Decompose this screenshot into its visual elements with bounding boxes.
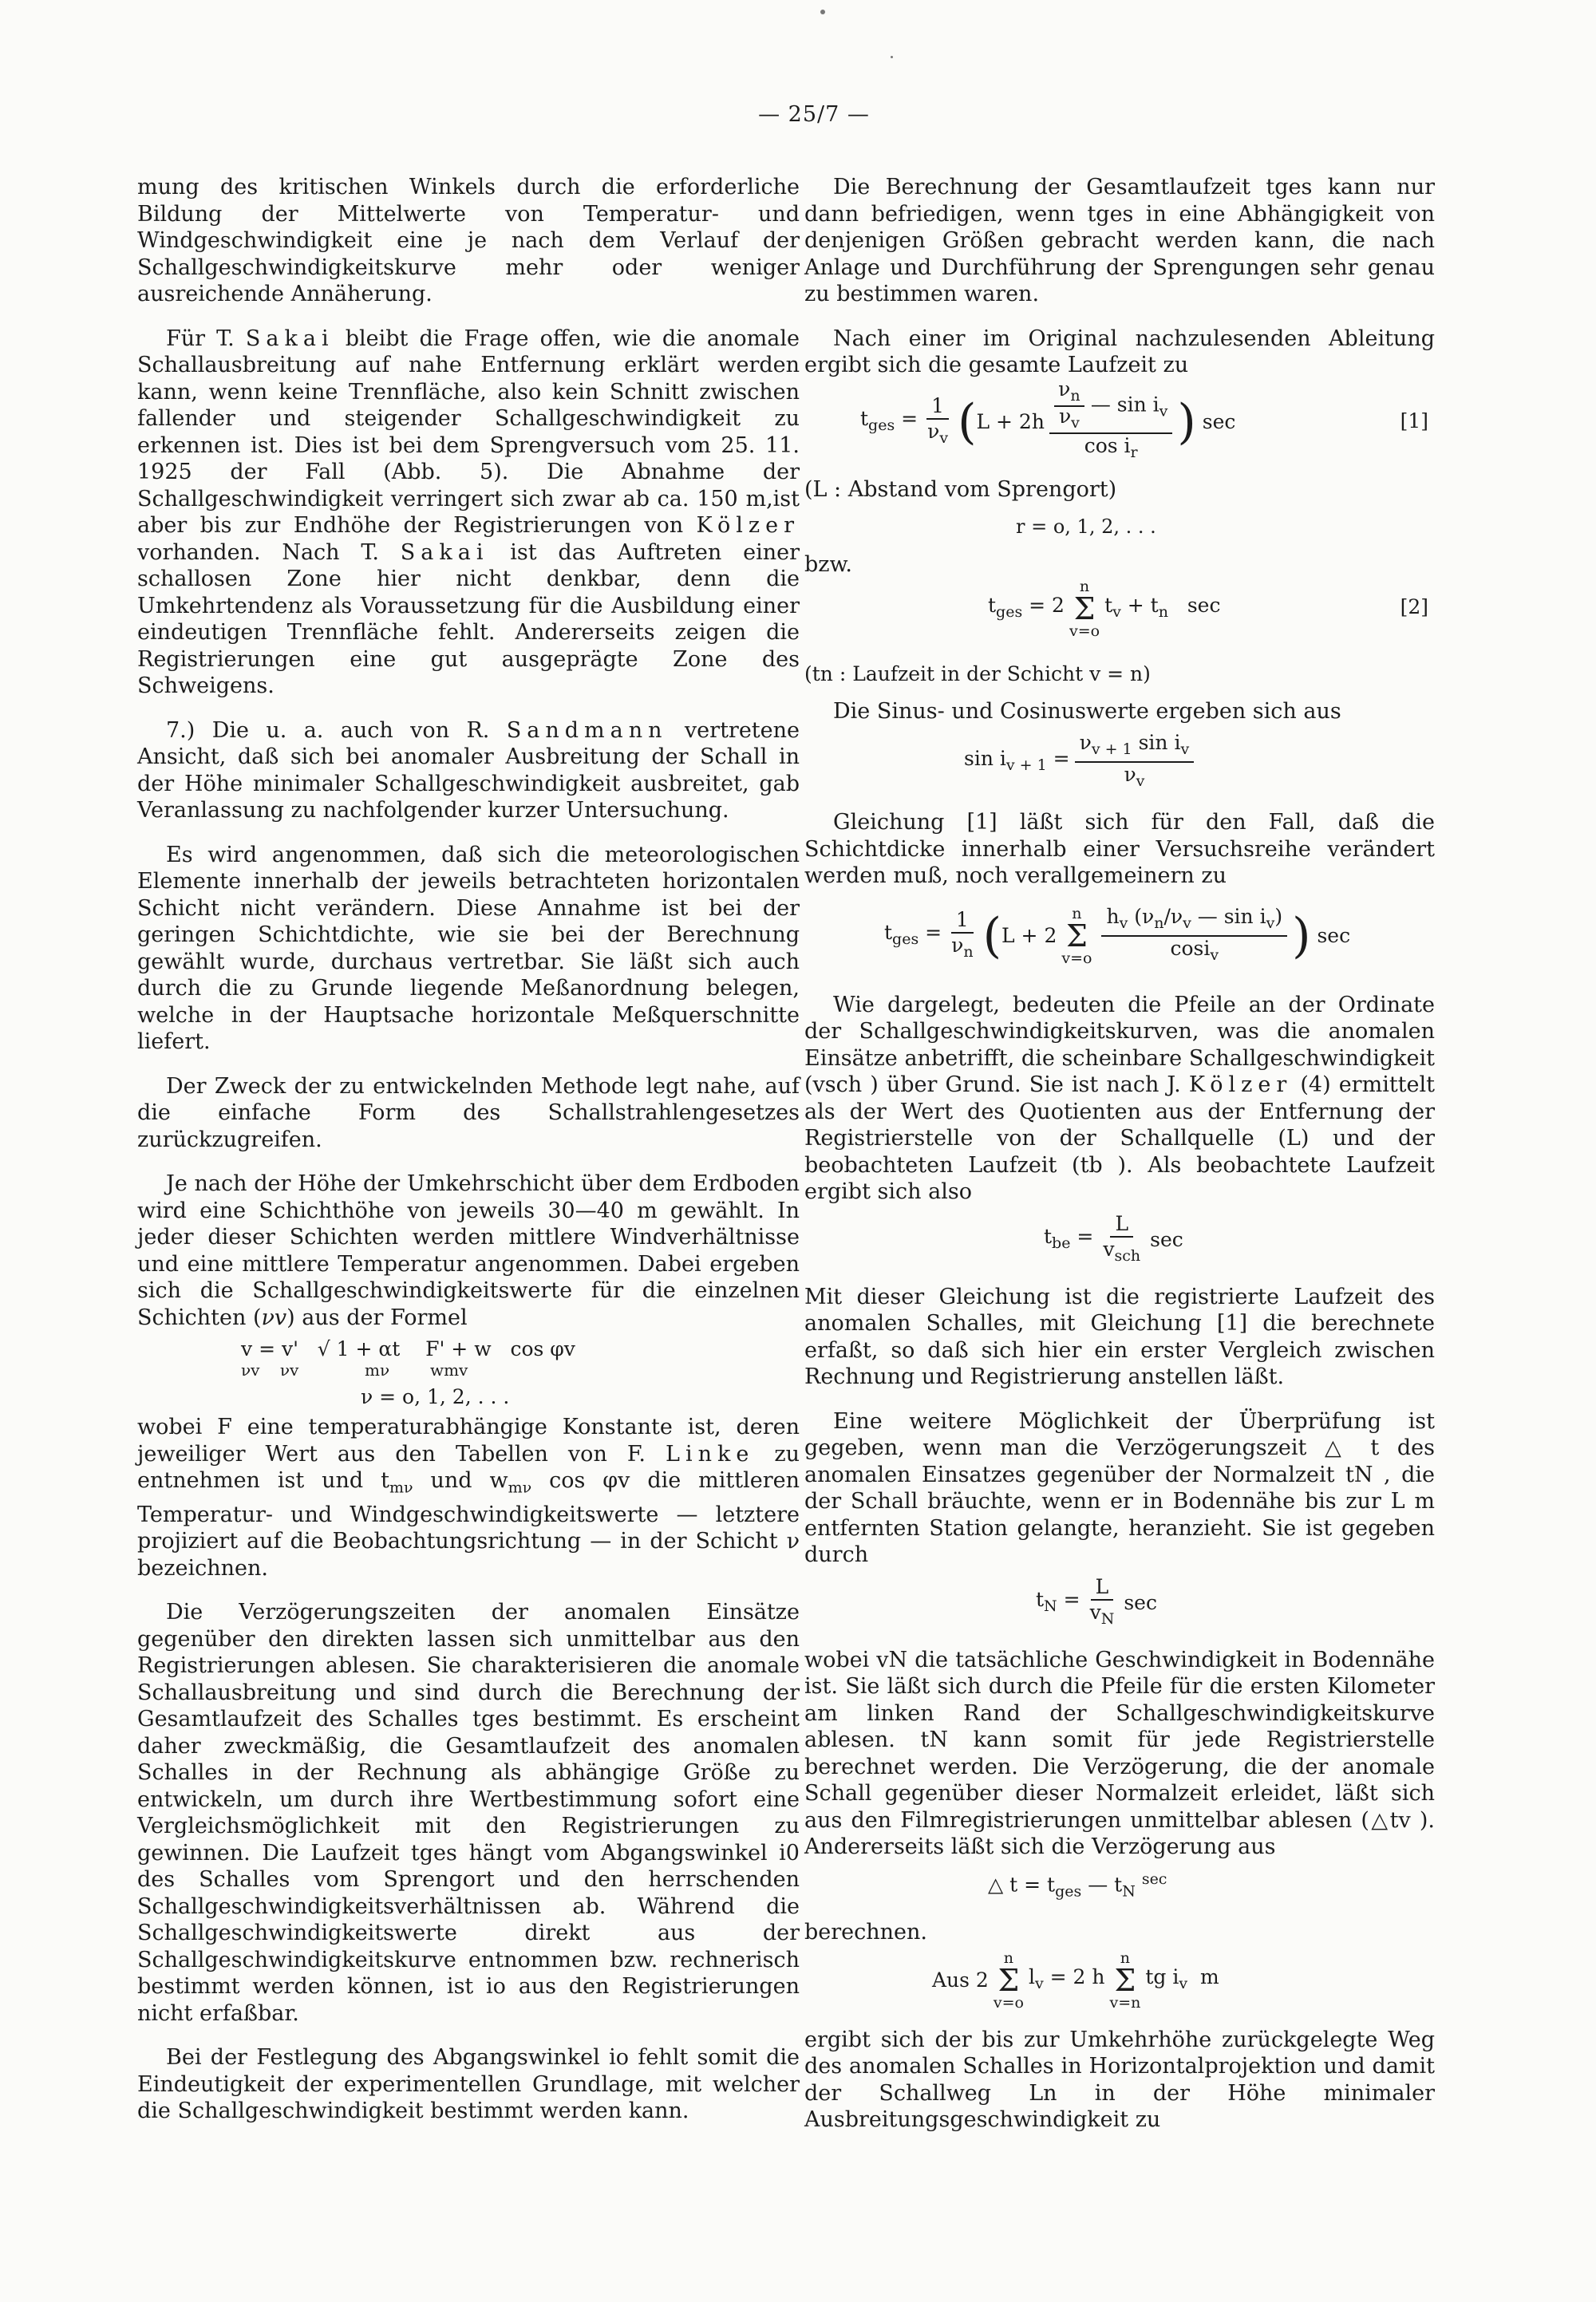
equation-note: (L : Abstand vom Sprengort) [804,476,1117,502]
equation-index: r = o, 1, 2, . . . [1016,515,1156,538]
equation-number: [1] [1400,409,1428,432]
paragraph: Für T. Sakai bleibt die Frage offen, wie die anomale Schallausbreitung auf nahe Entfernung erklärt werden kann, wenn keine Trennfläche, also kein Schnitt zwischen fallender und steigender Schallgeschwindigkeit zu erkennen ist. Dies ist bei dem Sprengversuch vom 25. 11. 1925 der Fall (Abb. 5). Die Abnahme der Schallgeschwindigkeit verringert sich zwar ab ca. 150 m,ist aber bis zur Endhöhe der Registrierungen von Kölzer vorhanden. Nach T. Sakai ist das Auftreten einer schallosen Zone hier nicht denkbar, denn die Umkehrtendenz als Voraussetzung für die Ausbildung einer eindeutigen Trennfläche fehlt. Andererseits zeigen die Registrierungen eine gut ausgeprägte Zone des Schweigens. [137,326,800,698]
equation-normal-time: $t_N$ = $\frac{L}{v_N}$ sec [1036,1574,1157,1628]
paragraph: mung des kritischen Winkels durch die erforderliche Bildung der Mittelwerte von Temperatur- und Windgeschwindigkeit eine je nach dem Verlauf der Schallgeschwindigkeitskurve mehr oder weniger ausreichende Annäherung. [137,175,800,306]
paragraph: 7.) Die u. a. auch von R. Sandmann vertretene Ansicht, daß sich bei anomaler Ausbreitung der Schall in der Höhe minimaler Schallgeschwindigkeit ausbreitet, gab Veranlassung zu nachfolgender kurzer Untersuchung. [137,717,800,823]
paragraph: Eine weitere Möglichkeit der Überprüfung ist gegeben, wenn man die Verzögerungszeit △ t des anomalen Einsatzes gegenüber der Normalzeit tN , die der Schall bräuchte, wenn er in Bodennähe bis zur L m entfernten Station gelangte, heranzieht. Sie ist gegeben durch [804,1408,1435,1567]
equation-delay: △ $t = t_{ges}$ — $t_N$ $^{sec}$ [988,1870,1167,1900]
page-number: — 25/7 — [758,102,870,127]
equation-sine: $\sin i_{v + 1}$ = $\frac{\nu_{v + 1} \sin i_v}{\nu_v}$ [804,731,1435,793]
paragraph: wobei F eine temperaturabhängige Konstante ist, deren jeweiliger Wert aus den Tabellen von F. Linke zu entnehmen ist und $t_{m\nu}$ und $w_{m\nu}$ cos φv die mittleren Temperatur- und Windgeschwindigkeitswerte — letztere projiziert auf die Beobachtungsrichtung — in der Schicht ν bezeichnen. [137,1415,800,1581]
scan-speck [820,10,825,14]
equation-note: (tn : Laufzeit in der Schicht v = n) [804,661,1151,685]
berechnen-label: berechnen. [804,1919,927,1945]
paragraph: ergibt sich der bis zur Umkehrhöhe zurückgelegte Weg des anomalen Schalles in Horizontalprojektion und damit der Schallweg Ln in der Höhe minimaler Ausbreitungsgeschwindigkeit zu [804,2027,1435,2133]
paragraph: Die Berechnung der Gesamtlaufzeit tges kann nur dann befriedigen, wenn tges in eine Abhängigkeit von denjenigen Größen gebracht werden kann, die nach Anlage und Durchführung der Sprengungen sehr genau zu bestimmen waren. [804,175,1435,306]
equation-general: $t_{ges}$ = $\frac{1}{\nu_n}$ ( L + 2 n Σ v=o $\frac{h_v (\nu_n/\nu_v — \sin i_v)}{\cos i_v}$ ) sec [884,904,1351,967]
formula-sound-speed: v = v' √ 1 + αt F' + w cos φv νv νv mν wmv ν = o, 1, 2, . . . [241,1337,575,1408]
equation-1: $t_{ges}$ = $\frac{1}{\nu_v}$ ( L + 2h $\frac{\nu_n}{\nu_v}$ — $\sin i_v$ $\cos i_r$ ) sec [1] [860,377,1428,461]
paragraph: Der Zweck der zu entwickelnden Methode legt nahe, auf die einfache Form des Schallstrahlengesetzes zurückzugreifen. [137,1073,800,1152]
paragraph: Je nach der Höhe der Umkehrschicht über dem Erdboden wird eine Schichthöhe von jeweils 30—40 m gewählt. In jeder dieser Schichten werden mittlere Windverhältnisse und eine mittlere Temperatur angenommen. Dabei ergeben sich die Schallgeschwindigkeitswerte für die einzelnen Schichten (νv) aus der Formel [137,1171,800,1330]
bzw-label: bzw. [804,551,852,577]
paragraph: Bei der Festlegung des Abgangswinkel io fehlt somit die Eindeutigkeit der experimentellen Grundlage, mit welcher die Schallgeschwindigkeit bestimmt werden kann. [137,2045,800,2124]
left-column [137,174,800,2142]
scan-speck [891,56,893,58]
equation-path: Aus 2 n Σ v=o $l_v = 2$ h n Σ v=n tg $i_v$ m [932,1949,1219,2012]
equation-2: $t_{ges} = 2$ n Σ v=o $t_v + t_n$ sec [2] [988,577,1428,640]
paragraph: Es wird angenommen, daß sich die meteorologischen Elemente innerhalb der jeweils betrachteten horizontalen Schicht nicht verändern. Diese Annahme ist bei der geringen Schichtdichte, wie sie bei der Berechnung gewählt wurde, durchaus vertretbar. Sie läßt sich auch durch die zu Grunde liegende Meßanordnung belegen, welche in der Hauptsache horizontale Meßquerschnitte liefert. [137,842,800,1054]
paragraph: Wie dargelegt, bedeuten die Pfeile an der Ordinate der Schallgeschwindigkeitskurven, was die anomalen Einsätze anbetrifft, die scheinbare Schallgeschwindigkeit (vsch ) über Grund. Sie ist nach J. Kölzer (4) ermittelt als der Wert des Quotienten aus der Entfernung der Registrierstelle von der Schallquelle (L) und der beobachteten Laufzeit (tb ). Als beobachtete Laufzeit ergibt sich also [804,992,1435,1204]
paragraph: Die Sinus- und Cosinuswerte ergeben sich aus [833,698,1341,724]
paragraph: Die Verzögerungszeiten der anomalen Einsätze gegenüber den direkten lassen sich unmittelbar aus den Registrierungen ablesen. Sie charakterisieren die anomale Schallausbreitung und sind durch die Berechnung der Gesamtlaufzeit des Schalles tges bestimmt. Es erscheint daher zweckmäßig, die Gesamtlaufzeit des anomalen Schalles in der Rechnung als abhängige Größe zu entwickeln, um durch ihre Wertbestimmung sofort eine Vergleichsmöglichkeit mit den Registrierungen zu gewinnen. Die Laufzeit tges hängt vom Abgangswinkel i0 des Schalles vom Sprengort und den herrschenden Schallgeschwindigkeitsverhältnissen ab. Während die Schallgeschwindigkeitswerte direkt aus der Schallgeschwindigkeitskurve entnommen bzw. rechnerisch bestimmt werden können, ist io aus den Registrierungen nicht erfaßbar. [137,1600,800,2026]
right-column [804,174,1435,2151]
paragraph: Mit dieser Gleichung ist die registrierte Laufzeit des anomalen Schalles, mit Gleichung [1] die berechnete erfaßt, so daß sich hier ein erster Vergleich zwischen Rechnung und Registrierung anstellen läßt. [804,1284,1435,1389]
paragraph: wobei vN die tatsächliche Geschwindigkeit in Bodennähe ist. Sie läßt sich durch die Pfeile für die ersten Kilometer am linken Rand der Schallgeschwindigkeitskurve ablesen. tN kann somit für jede Registrierstelle berechnet werden. Die Verzögerung, die der anomale Schall gegenüber dieser Normalzeit erleidet, läßt sich aus den Filmregistrierungen unmittelbar ablesen (△tv ). Andererseits läßt sich die Verzögerung aus [804,1647,1435,1859]
equation-observed-time: $t_{be}$ = $\frac{L}{v_{sch}}$ sec [1044,1211,1183,1265]
equation-number: [2] [1400,594,1428,618]
paragraph: Nach einer im Original nachzulesenden Ableitung ergibt sich die gesamte Laufzeit zu [804,326,1435,377]
paragraph: Gleichung [1] läßt sich für den Fall, daß die Schichtdicke innerhalb einer Versuchsreihe verändert werden muß, noch verallgemeinern zu [804,810,1435,888]
